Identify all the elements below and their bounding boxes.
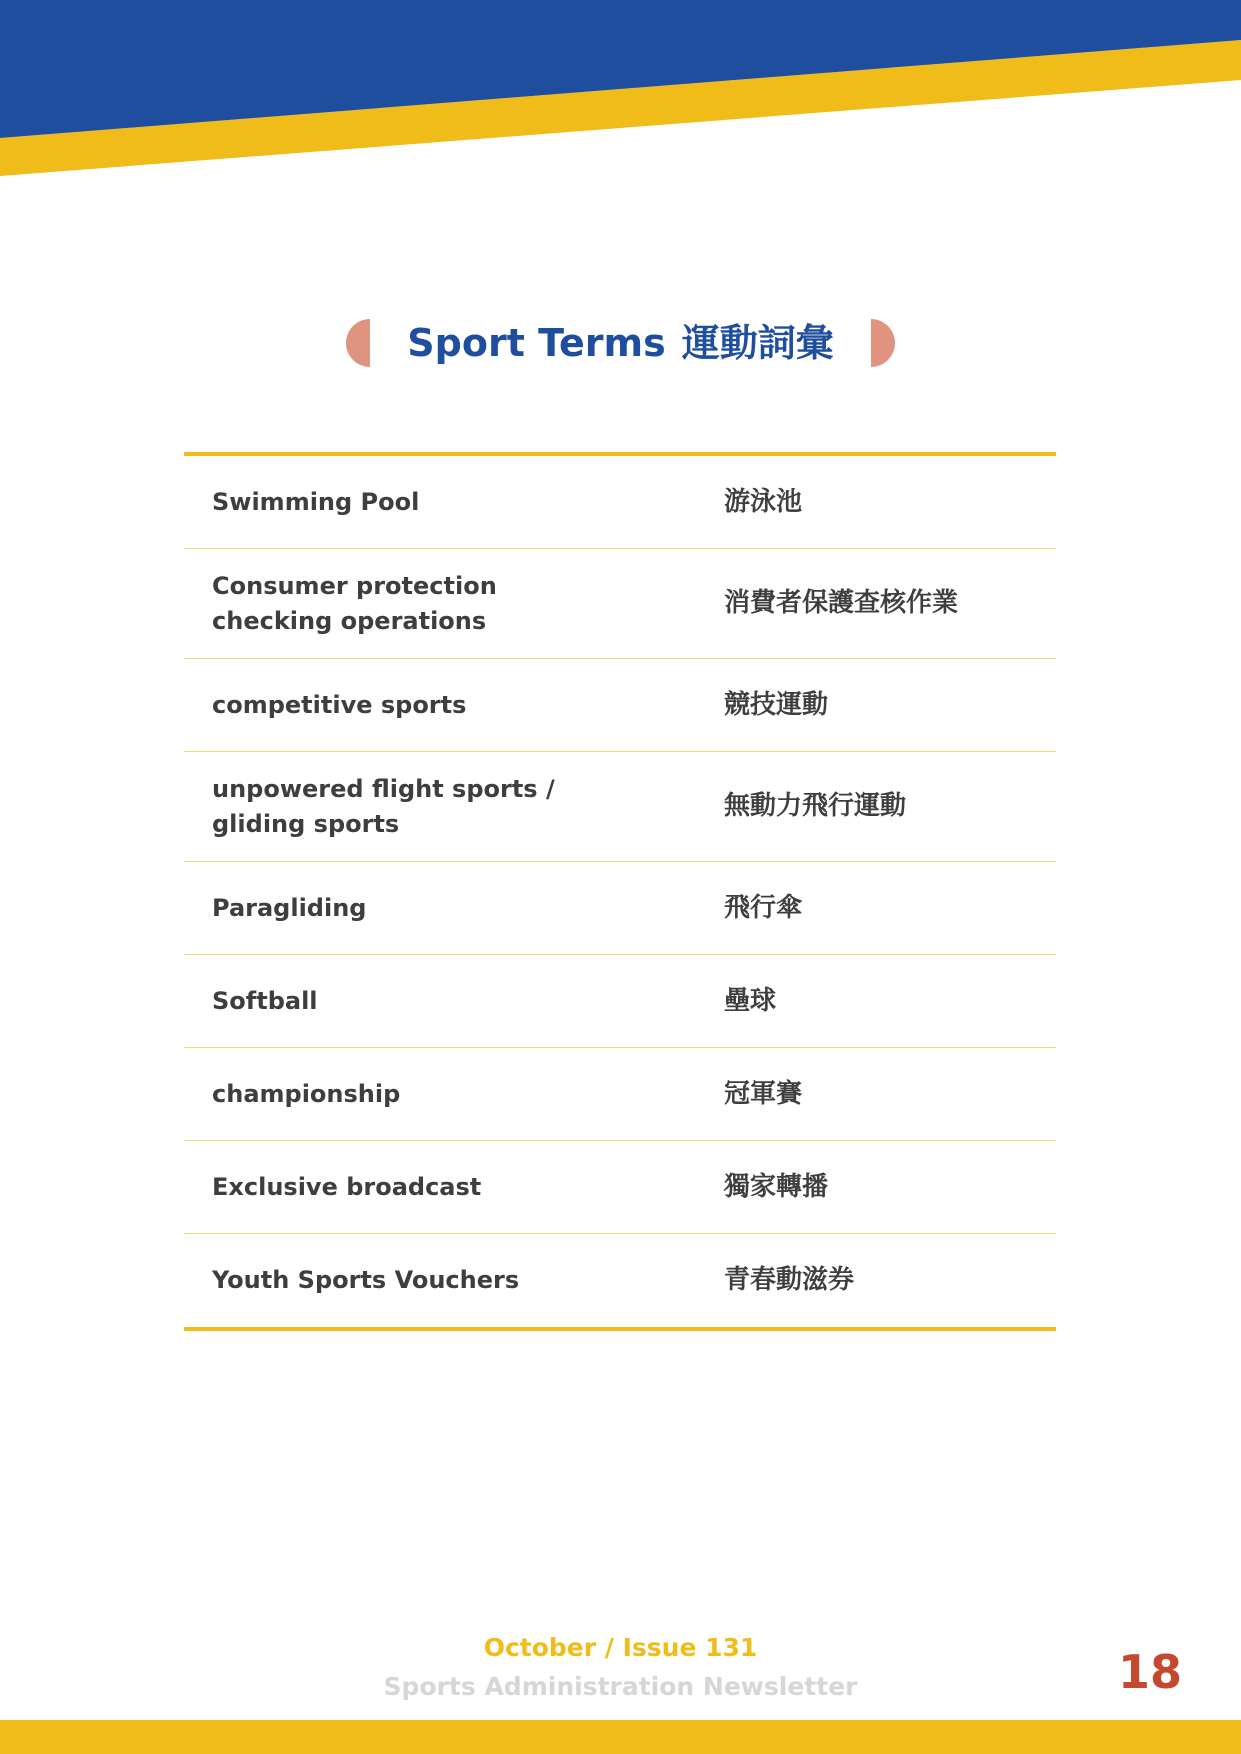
term-english: championship (212, 1079, 401, 1108)
term-english: Softball (212, 986, 318, 1015)
term-row (184, 752, 1056, 862)
term-row (184, 1048, 1056, 1141)
term-english: Swimming Pool (212, 487, 420, 516)
term-chinese: 飛行傘 (724, 892, 803, 923)
terms-table (184, 452, 1056, 1331)
term-english: Paragliding (212, 893, 367, 922)
page-title (370, 312, 871, 374)
issue-label: October / Issue 131 (483, 1633, 758, 1662)
term-english: Youth Sports Vouchers (212, 1266, 520, 1294)
term-english: Exclusive broadcast (212, 1172, 482, 1201)
term-english: unpowered flight sports / gliding sports (212, 774, 555, 838)
term-chinese: 無動力飛行運動 (724, 791, 907, 821)
term-english: Consumer protection checking operations (212, 571, 497, 635)
footer-bar (0, 1720, 1241, 1754)
title-left-cap (346, 319, 370, 367)
term-chinese: 競技運動 (724, 689, 829, 720)
title-english: Sport Terms (407, 321, 666, 365)
page-number: 18 (1117, 1645, 1182, 1699)
term-chinese: 獨家轉播 (724, 1171, 829, 1202)
title-right-cap (871, 319, 895, 367)
term-row (184, 659, 1056, 752)
term-chinese: 壘球 (724, 985, 777, 1016)
title-chinese: 運動詞彙 (681, 321, 834, 365)
section-title (0, 312, 1241, 374)
term-chinese: 消費者保護查核作業 (724, 588, 959, 618)
term-row (184, 955, 1056, 1048)
term-row (184, 1141, 1056, 1234)
term-row (184, 549, 1056, 659)
newsletter-name: Sports Administration Newsletter (383, 1672, 858, 1701)
term-chinese: 游泳池 (724, 486, 803, 517)
term-row (184, 862, 1056, 955)
term-row (184, 1234, 1056, 1327)
term-english: competitive sports (212, 690, 467, 719)
term-row (184, 456, 1056, 549)
term-chinese: 青春動滋券 (724, 1265, 855, 1295)
header-banner (0, 0, 1241, 180)
term-chinese: 冠軍賽 (724, 1078, 803, 1109)
